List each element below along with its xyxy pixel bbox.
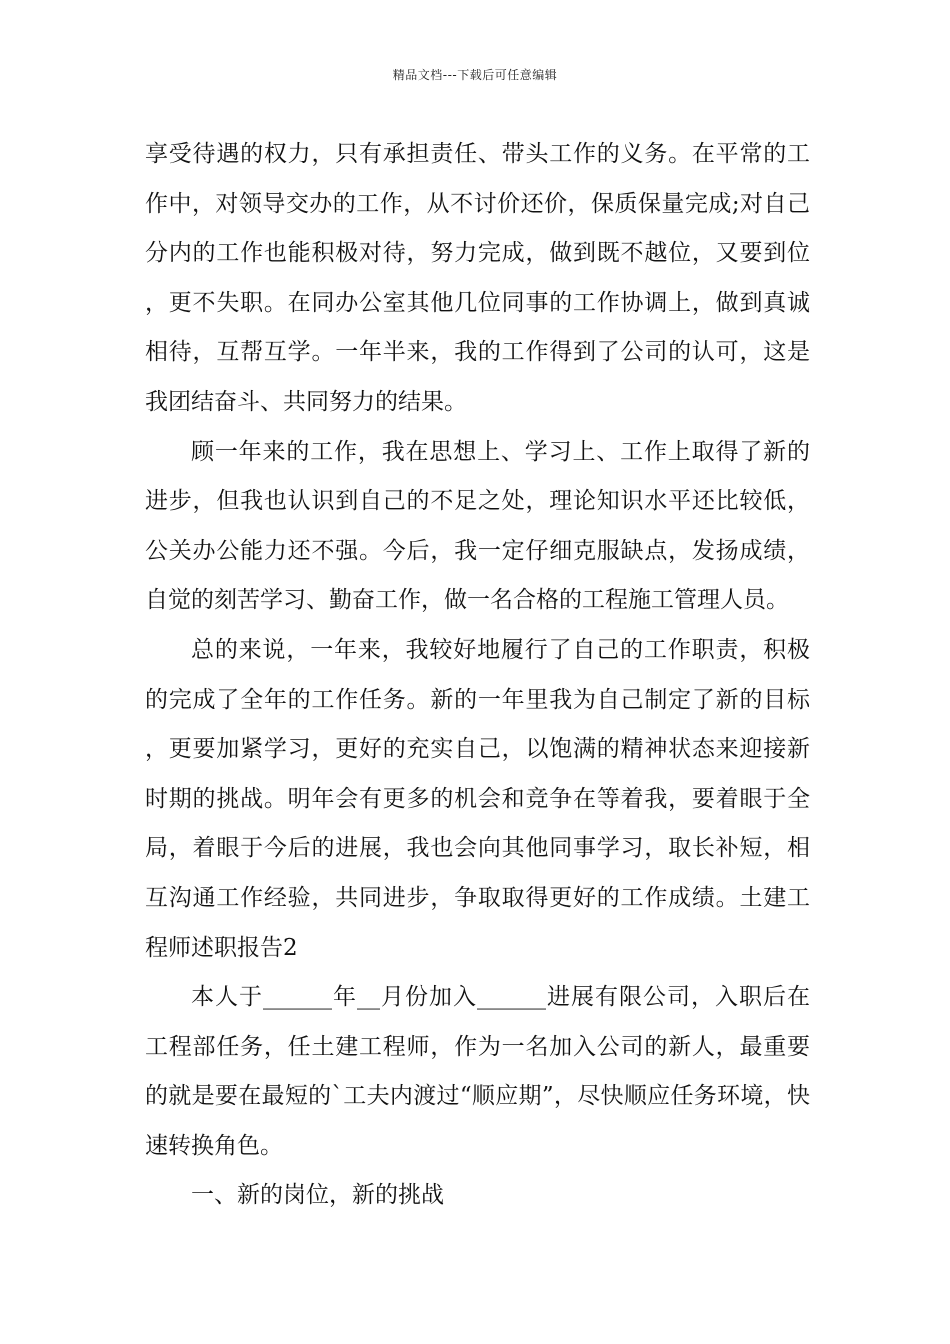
paragraph-continuation: 享受待遇的权力，只有承担责任、带头工作的义务。在平常的工作中，对领导交办的工作，从不讨价还价，保质保量完成;对自己分内的工作也能积极对待，努力完成，做到既不越位，又要到位，更不失职。在同办公室其他几位同事的工作协调上，做到真诚相待，互帮互学。一年半来，我的工作得到了公司的认可，这是我团结奋斗、共同努力的结果。 — [145, 141, 810, 415]
document-body — [145, 130, 810, 1221]
paragraph-summary: 总的来说，一年来，我较好地履行了自己的工作职责，积极的完成了全年的工作任务。新的一年里我为自己制定了新的目标，更要加紧学习，更好的充实自己，以饱满的精神状态来迎接新时期的挑战。明年会有更多的机会和竞争在等着我，要着眼于全局，着眼于今后的进展，我也会向其他同事学习，取长补短，相互沟通工作经验，共同进步，争取取得更好的工作成绩。土建工程师述职报告2 — [145, 636, 810, 961]
paragraph-intro: 本人于______年__月份加入______进展有限公司，入职后在工程部任务，任土建工程师，作为一名加入公司的新人，最重要的就是要在最短的`工夫内渡过“顺应期”，尽快顺应任务环境，快速转换角色。 — [145, 984, 810, 1159]
page-header: 精品文档---下载后可任意编辑 — [392, 68, 558, 82]
section-heading: 一、新的岗位，新的挑战 — [191, 1182, 444, 1209]
paragraph-review: 顾一年来的工作，我在思想上、学习上、工作上取得了新的进步，但我也认识到自己的不足之处，理论知识水平还比较低，公关办公能力还不强。今后，我一定仔细克服缺点，发扬成绩，自觉的刻苦学习、勤奋工作，做一名合格的工程施工管理人员。 — [145, 438, 810, 614]
